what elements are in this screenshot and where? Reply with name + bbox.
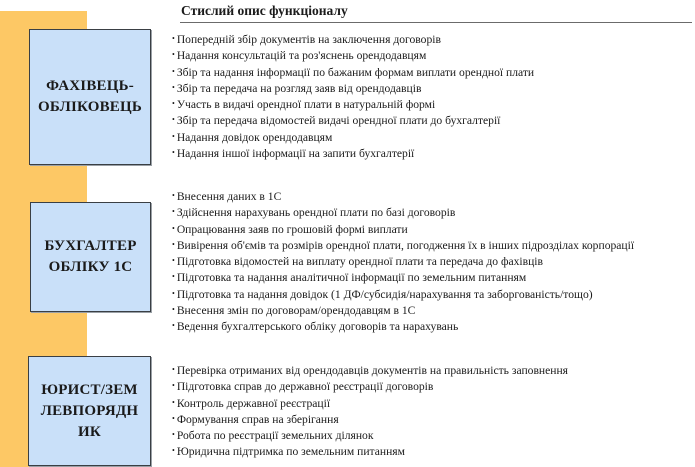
duty-item: • Надання довідок орендодавцям [172, 129, 534, 145]
duty-item: • Збір та передача відомостей видачі орендної плати до бухгалтерії [172, 112, 534, 128]
duty-item: • Внесення змін по договорам/орендодавцям в 1С [172, 302, 634, 318]
role-title-line: ОБЛІКУ 1С [48, 259, 133, 275]
duty-item: • Підготовка та надання аналітичної інформації по земельним питанням [172, 269, 634, 285]
duty-item: • Формування справ на зберігання [172, 411, 568, 427]
duty-item: • Збір та передача на розгляд заяв від орендодавців [172, 80, 534, 96]
duties-list-lawyer-surveyor [172, 362, 568, 460]
duties-list-accountant-clerk [172, 31, 534, 161]
duty-item: • Участь в видачі орендної плати в натуральній формі [172, 96, 534, 112]
duty-item: • Здійснення нарахувань орендної плати по базі договорів [172, 204, 634, 220]
role-box-accountant-clerk [29, 29, 151, 165]
role-box-lawyer-surveyor [28, 356, 151, 466]
duty-item: • Юридична підтримка по земельним питанням [172, 443, 568, 459]
role-title-line: ФАХІВЕЦЬ- [46, 78, 134, 94]
role-title [38, 76, 142, 118]
duty-item: • Ведення бухгалтерського обліку договорів та нарахувань [172, 318, 634, 334]
role-title-line: ОБЛІКОВЕЦЬ [38, 99, 142, 115]
role-title [41, 380, 139, 443]
duty-item: • Вивірення об'ємів та розмірів орендної плати, погодження їх в інших підрозділах корпорації [172, 237, 634, 253]
duties-list-accountant-1c [172, 188, 634, 335]
duty-item: • Контроль державної реєстрації [172, 395, 568, 411]
role-title-line: ИК [78, 423, 101, 440]
role-title-line: БУХГАЛТЕР [44, 238, 137, 254]
title-underline [180, 22, 692, 23]
role-title-line: ЛЕВПОРЯДН [40, 402, 139, 419]
duty-item: • Внесення даних в 1С [172, 188, 634, 204]
role-box-accountant-1c [30, 202, 151, 312]
page-title: Стислий опис функціоналу [181, 3, 348, 18]
duty-item: • Збір та надання інформації по бажаним формам виплати орендної плати [172, 64, 534, 80]
duty-item: • Підготовка справ до державної реєстрації договорів [172, 378, 568, 394]
duty-item: • Перевірка отриманих від орендодавців документів на правильність заповнення [172, 362, 568, 378]
role-title-line: ЮРИСТ/ЗЕМ [41, 381, 138, 398]
duty-item: • Робота по реєстрації земельних ділянок [172, 427, 568, 443]
role-title [44, 236, 136, 278]
duty-item: • Опрацювання заяв по грошовій формі виплати [172, 221, 634, 237]
duty-item: • Попередній збір документів на заключення договорів [172, 31, 534, 47]
duty-item: • Підготовка відомостей на виплату орендної плати та передача до фахівців [172, 253, 634, 269]
duty-item: • Надання консультацій та роз'яснень орендодавцям [172, 47, 534, 63]
duty-item: • Підготовка та надання довідок (1 ДФ/субсидія/нарахування та заборгованість/тощо) [172, 286, 634, 302]
duty-item: • Надання іншої інформації на запити бухгалтерії [172, 145, 534, 161]
